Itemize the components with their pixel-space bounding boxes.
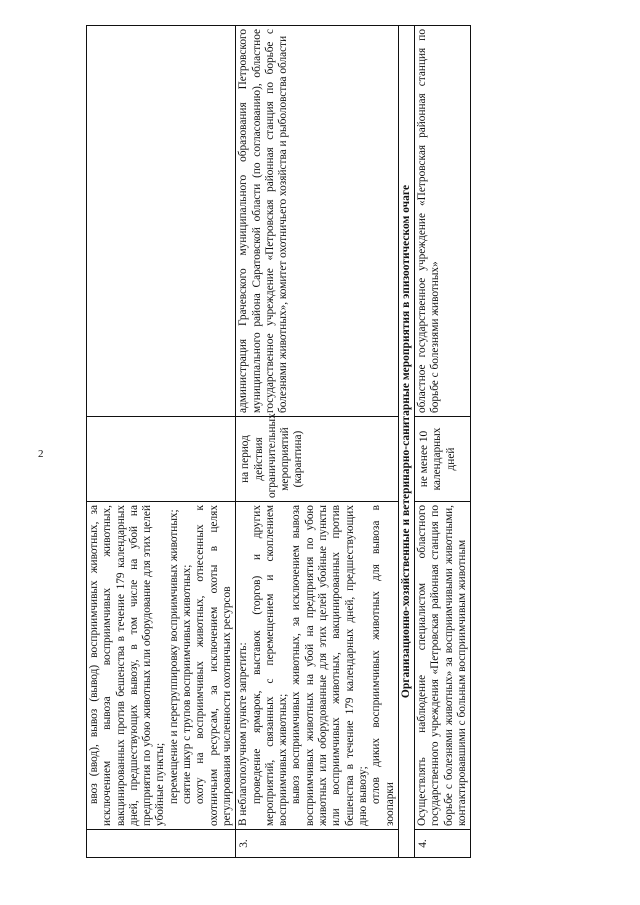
row-number [87, 830, 236, 858]
measure-cell [236, 502, 399, 830]
measure-paragraph: ввоз (ввод), вывоз (вывод) восприимчивых животных, за исключением вывоза восприимчивых животных, вакцинированных против бешенства в течение 179 календарных дней, предшествующих вывозу, в том числе на убой на предприятия по убою животных или оборудование для этих целей убойные пункты; [88, 505, 167, 826]
measure-paragraph: перемещение и перегруппировку восприимчивых животных; [167, 509, 180, 804]
page-number: 2 [38, 448, 44, 460]
table-row [415, 26, 471, 858]
measure-paragraph: отлов диких восприимчивых животных для вывоза в зоопарки [370, 505, 396, 826]
term-cell: не менее 10 календарных дней [415, 417, 471, 502]
measure-paragraph: проведение ярмарок, выставок (торгов) и других мероприятий, связанных с перемещением и скоплением восприимчивых животных; [250, 505, 290, 826]
measure-paragraph: снятие шкур с трупов восприимчивых животных; [181, 564, 194, 804]
table-row [236, 26, 399, 858]
row-number: 4. [415, 830, 471, 858]
measure-paragraph: В неблагополучном пункте запретить: [237, 642, 250, 826]
measure-cell [87, 502, 236, 830]
term-cell [87, 417, 236, 502]
section-title: Организационно-хозяйственные и ветеринарно-санитарные мероприятия в эпизоотическом очаге [398, 26, 414, 858]
measure-cell: Осуществлять наблюдение специалистом областного государственного учреждения «Петровская районная станция по борьбе с болезнями животных» за восприимчивыми животными, контактировавшими с больным восприимчивым животным [415, 502, 471, 830]
term-cell: на период действия ограничительных мероприятий (карантина) [236, 417, 399, 502]
measure-paragraph: вывоз восприимчивых животных, за исключением вывоза восприимчивых животных на убой на предприятия по убою животных или оборудованные для этих целей убойные пункты или восприимчивых животных, вакцинированных против бешенства в течение 179 календарных дней, предшествующих дню вывозу; [290, 505, 369, 826]
measures-table [86, 25, 471, 858]
section-row [398, 26, 414, 858]
responsible-cell: администрация Грачевского муниципального образования Петровского муниципального района Саратовской области (по согласованию), областное государственное учреждение «Петровская районная станция по борьбе с болезнями животных», комитет охотничьего хозяйства и рыболовства области [236, 26, 399, 417]
row-number: 3. [236, 830, 399, 858]
measure-paragraph: охоту на восприимчивых животных, отнесенных к охотничьим ресурсам, за исключением охоты в целях регулирования численности охотничьих ресурсов [194, 505, 233, 826]
table-row [87, 26, 236, 858]
responsible-cell: областное государственное учреждение «Петровская районная станция по борьбе с болезнями животных» [415, 26, 471, 417]
responsible-cell [87, 26, 236, 417]
